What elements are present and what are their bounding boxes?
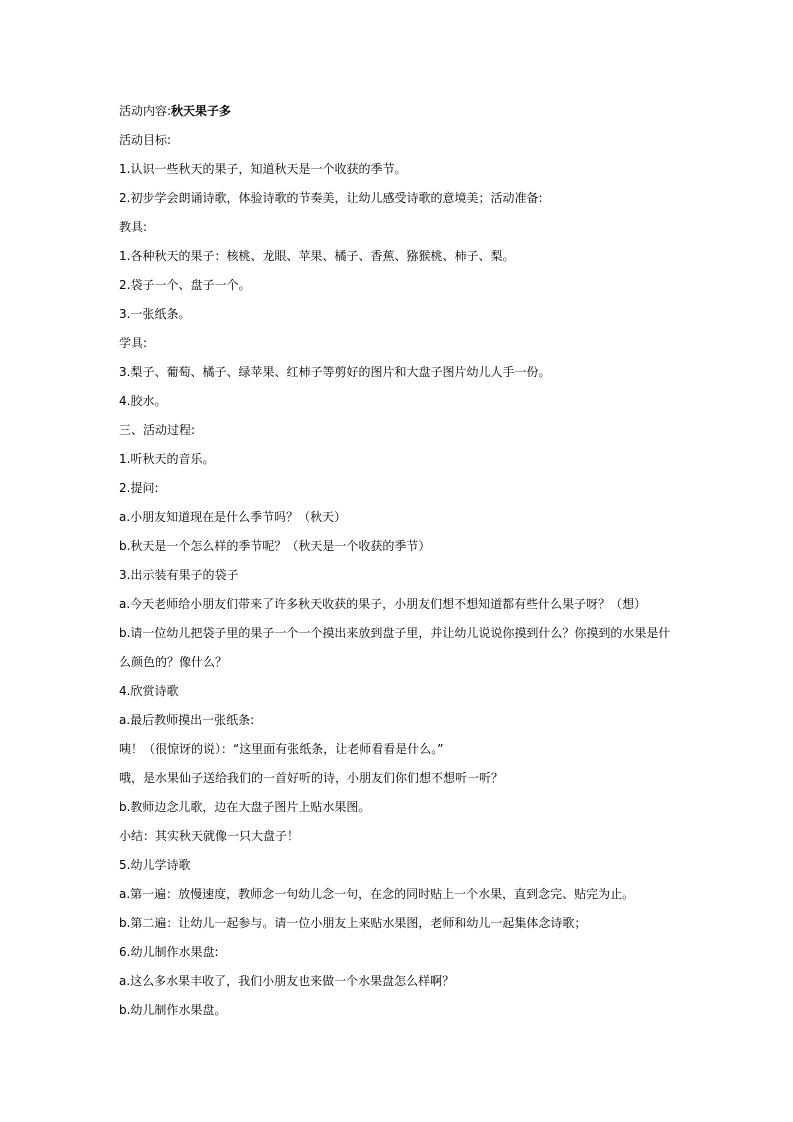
step-4a-quote: 咦！（很惊讶的说）：“这里面有张纸条，让老师看看是什么。” (119, 742, 444, 756)
summary: 小结：其实秋天就像一只大盘子！ (119, 829, 300, 843)
learning-aid-3: 3.梨子、葡萄、橘子、绿苹果、红柿子等剪好的图片和大盘子图片幼儿人手一份。 (119, 365, 551, 379)
step-5b: b.第二遍：让幼儿一起参与。请一位小朋友上来贴水果图，老师和幼儿一起集体念诗歌； (119, 916, 587, 930)
step-6b: b.幼儿制作水果盘。 (119, 1003, 227, 1017)
document-page (119, 103, 679, 1031)
step-3a: a.今天老师给小朋友们带来了许多秋天收获的果子，小朋友们想不想知道都有些什么果子呀？（想） (119, 597, 647, 611)
step-6a: a.这么多水果丰收了，我们小朋友也来做一个水果盘怎么样啊？ (119, 974, 455, 988)
step-5: 5.幼儿学诗歌 (119, 858, 191, 872)
teaching-aid-1: 1.各种秋天的果子：核桃、龙眼、苹果、橘子、香蕉、猕猴桃、柿子、梨。 (119, 249, 515, 263)
learning-aid-4: 4.胶水。 (119, 394, 167, 408)
teaching-aid-2: 2.袋子一个、盘子一个。 (119, 278, 251, 292)
goal-2: 2.初步学会朗诵诗歌，体验诗歌的节奏美，让幼儿感受诗歌的意境美；活动准备: (119, 191, 543, 205)
activity-title-label: 活动内容: (119, 104, 172, 118)
teaching-aid-3: 3.一张纸条。 (119, 307, 191, 321)
step-4a-reply: 哦，是水果仙子送给我们的一首好听的诗，小朋友们你们想不想听一听？ (119, 771, 504, 785)
process-heading: 三、活动过程: (119, 423, 196, 437)
step-1: 1.听秋天的音乐。 (119, 452, 215, 466)
teaching-aids-heading: 教具: (119, 220, 148, 234)
step-4: 4.欣赏诗歌 (119, 684, 179, 698)
goal-1: 1.认识一些秋天的果子，知道秋天是一个收获的季节。 (119, 162, 407, 176)
activity-title-value: 秋天果子多 (171, 104, 232, 118)
step-3b: b.请一位幼儿把袋子里的果子一个一个摸出来放到盘子里，并让幼儿说说你摸到什么？你摸到的水果是什么颜色的？像什么？ (119, 626, 671, 669)
learning-aids-heading: 学具: (119, 336, 148, 350)
step-5a: a.第一遍：放慢速度，教师念一句幼儿念一句，在念的同时贴上一个水果，直到念完、贴完为止。 (119, 887, 635, 901)
activity-title (119, 103, 679, 120)
step-2a: a.小朋友知道现在是什么季节吗？（秋天） (119, 510, 347, 524)
step-4b: b.教师边念儿歌，边在大盘子图片上贴水果图。 (119, 800, 371, 814)
step-2b: b.秋天是一个怎么样的季节呢？（秋天是一个收获的季节） (119, 539, 431, 553)
step-2: 2.提问: (119, 481, 159, 495)
step-6: 6.幼儿制作水果盘: (119, 945, 219, 959)
goals-heading: 活动目标: (119, 133, 172, 147)
step-4a: a.最后教师摸出一张纸条: (119, 713, 255, 727)
step-3: 3.出示装有果子的袋子 (119, 568, 239, 582)
